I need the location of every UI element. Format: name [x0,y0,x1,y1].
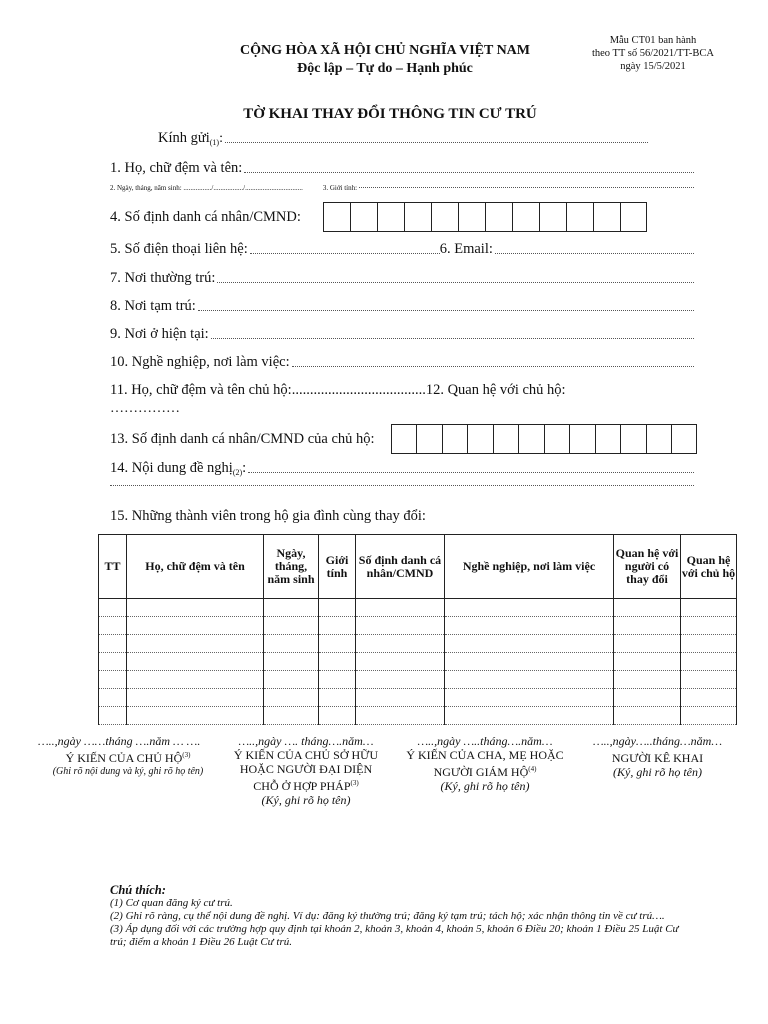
table-row[interactable] [99,653,737,671]
phone-label: 5. Số điện thoại liên hệ: [110,241,248,257]
col-header-relation-head: Quan hệ với chủ hộ [681,535,737,599]
col-header-tt: TT [99,535,127,599]
motto: Độc lập – Tự do – Hạnh phúc [297,61,473,76]
footnotes [110,884,695,949]
form-note [578,34,728,73]
signature-date[interactable]: …..,ngày …..tháng….năm… [417,734,553,748]
id-number-boxes[interactable] [323,202,647,232]
footnote-item: (2) Ghi rõ ràng, cụ thể nội dung đề nghị. Ví dụ: đăng ký thường trú; đăng ký tạm trú; tách hộ; xác nhận thông tin về cư trú…. [110,910,665,922]
request-content-label: 14. Nội dung đề nghị [110,460,233,476]
occupation-label: 10. Nghề nghiệp, nơi làm việc: [110,354,290,370]
household-head-label: 11. Họ, chữ đệm và tên chủ hộ: [110,382,292,398]
row-phone-email [110,241,694,258]
current-residence-label: 9. Nơi ở hiện tại: [110,326,209,342]
relation-label: 12. Quan hệ với chủ hộ: [425,382,566,398]
col-header-dob: Ngày, tháng, năm sinh [264,535,319,599]
signature-declarant [585,734,730,779]
row-id-number [110,202,647,232]
table-row[interactable] [99,599,737,617]
row-current-residence [110,326,694,343]
gender-label: 3. Giới tính: [322,184,358,192]
table-row[interactable] [99,671,737,689]
occupation-field[interactable] [292,365,694,367]
members-heading: 15. Những thành viên trong hộ gia đình cùng thay đổi: [110,508,426,524]
recipient-field[interactable] [225,141,648,143]
temporary-residence-field[interactable] [198,309,694,311]
household-head-id-boxes[interactable] [391,424,697,454]
signature-date[interactable]: …..,ngày…..tháng…năm… [592,734,722,748]
form-title: TỜ KHAI THAY ĐỔI THÔNG TIN CƯ TRÚ [243,106,537,122]
table-row[interactable] [99,635,737,653]
signature-sub: (Ghi rõ nội dung và ký, ghi rõ họ tên) [52,766,204,777]
current-residence-field[interactable] [211,337,694,339]
signature-date[interactable]: …..,ngày …. tháng….năm… [238,734,374,748]
footnotes-heading: Chú thích: [110,883,166,897]
request-content-sup: (2) [232,468,243,477]
col-header-name: Họ, chữ đệm và tên [127,535,264,599]
household-head-id-label: 13. Số định danh cá nhân/CMND của chủ hộ: [110,430,375,447]
signature-title: Ý KIẾN CỦA CHỦ SỞ HỮU HOẶC NGƯỜI ĐẠI DIỆN CHỖ Ở HỢP PHÁP$^{(3)}$ [233,748,379,793]
col-header-relation-changed: Quan hệ với người có thay đổi [614,535,681,599]
table-row[interactable] [99,707,737,725]
row-household-head-id [110,424,697,454]
household-head-field[interactable]: ..................................... [291,382,426,398]
signature-title: Ý KIẾN CỦA CHA, MẸ HOẶC NGƯỜI GIÁM HỘ$^{(4)}$ [406,748,564,779]
permanent-residence-label: 7. Nơi thường trú: [110,270,216,286]
temporary-residence-label: 8. Nơi tạm trú: [110,298,196,314]
recipient-label: Kính gửi [158,130,210,146]
row-request-content: 14. Nội dung đề nghị $_{(2)}$ : [110,460,694,477]
form-note-line: Mẫu CT01 ban hành [609,35,697,46]
request-content-field[interactable] [248,471,694,473]
form-note-line: ngày 15/5/2021 [620,61,686,72]
col-header-occupation: Nghề nghiệp, nơi làm việc [445,535,614,599]
row-full-name [110,160,694,177]
row-permanent-residence [110,270,694,287]
row-household-head [110,382,566,399]
relation-field[interactable]: …………… [110,401,180,416]
phone-field[interactable] [250,252,440,254]
signature-sub: (Ký, ghi rõ họ tên) [613,765,702,779]
row-temporary-residence [110,298,694,315]
form-note-line: theo TT số 56/2021/TT-BCA [591,48,715,59]
full-name-field[interactable] [244,171,694,173]
signature-title: NGƯỜI KÊ KHAI [611,751,704,765]
col-header-gender: Giới tính [319,535,356,599]
dob-label[interactable]: 2. Ngày, tháng, năm sinh: ................/................./................................. [110,184,303,192]
country-name: CỘNG HÒA XÃ HỘI CHỦ NGHĨA VIỆT NAM [239,43,530,58]
col-header-id: Số định danh cá nhân/CMND [356,535,445,599]
footnote-item: (1) Cơ quan đăng ký cư trú. [110,897,233,909]
signature-owner [226,734,386,807]
email-label: 6. Email: [439,241,493,257]
id-number-label: 4. Số định danh cá nhân/CMND: [110,208,301,225]
permanent-residence-field[interactable] [217,281,694,283]
signature-date[interactable]: …..,ngày ……tháng ….năm … …. [38,734,201,748]
recipient-row: Kính gửi $_{(1)}$ : [158,130,648,147]
signature-sub: (Ký, ghi rõ họ tên) [261,793,351,807]
signature-household-head [38,734,218,779]
recipient-sup: (1) [209,138,220,147]
signature-title: Ý KIẾN CỦA CHỦ HỘ$^{(3)}$ [65,751,191,765]
signature-guardian [400,734,570,793]
footnote-item: (3) Áp dụng đối với các trường hợp quy định tại khoản 2, khoản 3, khoản 4, khoản 5, khoản 6 Điều 20; khoản 1 Điều 25 Luật Cư trú; điểm a khoản 1 Điều 26 Luật Cư trú. [110,923,679,948]
members-table [98,534,737,725]
email-field[interactable] [495,252,694,254]
table-row[interactable] [99,617,737,635]
full-name-label: 1. Họ, chữ đệm và tên: [110,160,243,176]
request-content-field-2[interactable] [110,484,694,486]
signature-sub: (Ký, ghi rõ họ tên) [440,779,530,793]
gender-field[interactable] [359,186,694,188]
table-row[interactable] [99,689,737,707]
row-dob-gender [110,184,694,192]
row-occupation [110,354,694,371]
row-request-content-2 [110,484,694,490]
